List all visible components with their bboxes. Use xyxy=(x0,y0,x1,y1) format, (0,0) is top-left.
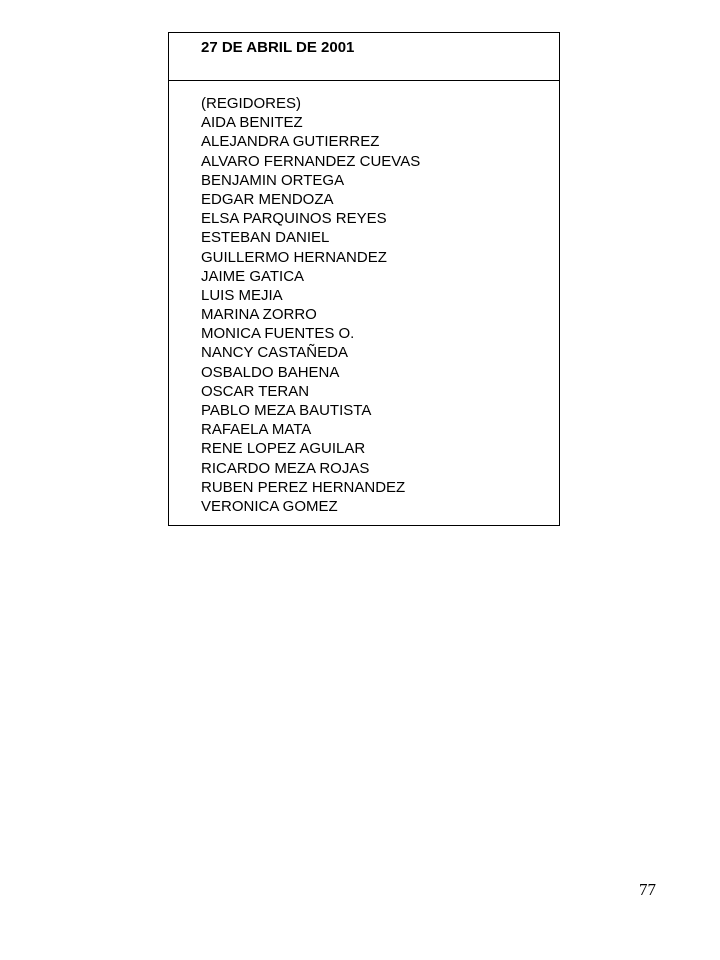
page-number: 77 xyxy=(639,880,656,899)
list-item: LUIS MEJIA xyxy=(201,286,283,304)
list-item: RICARDO MEZA ROJAS xyxy=(201,459,370,477)
list-item: AIDA BENITEZ xyxy=(201,114,303,132)
list-item: BENJAMIN ORTEGA xyxy=(201,171,345,189)
list-item: EDGAR MENDOZA xyxy=(201,190,334,208)
list-item: MARINA ZORRO xyxy=(201,306,317,324)
list-item: PABLO MEZA BAUTISTA xyxy=(201,402,372,419)
list-item: JAIME GATICA xyxy=(201,267,305,285)
list-item: OSCAR TERAN xyxy=(201,382,310,400)
list-item: RENE LOPEZ AGUILAR xyxy=(201,440,366,458)
list-item: ESTEBAN DANIEL xyxy=(201,229,330,247)
list-item: ALEJANDRA GUTIERREZ xyxy=(201,133,380,151)
list-item: RAFAELA MATA xyxy=(201,421,312,439)
list-item: NANCY CASTAÑEDA xyxy=(201,344,348,362)
list-item: RUBEN PEREZ HERNANDEZ xyxy=(201,478,406,496)
table-header-cell xyxy=(169,33,559,81)
attendance-table xyxy=(168,32,560,526)
date-heading: 27 DE ABRIL DE 2001 xyxy=(201,39,355,56)
list-item: ALVARO FERNANDEZ CUEVAS xyxy=(201,152,421,170)
list-item: ELSA PARQUINOS REYES xyxy=(201,210,387,228)
list-item: VERONICA GOMEZ xyxy=(201,497,338,515)
list-item: MONICA FUENTES O. xyxy=(201,325,355,343)
list-item: OSBALDO BAHENA xyxy=(201,363,340,381)
group-label: (REGIDORES) xyxy=(201,95,302,112)
list-item: GUILLERMO HERNANDEZ xyxy=(201,248,387,266)
regidores-list xyxy=(201,94,420,516)
